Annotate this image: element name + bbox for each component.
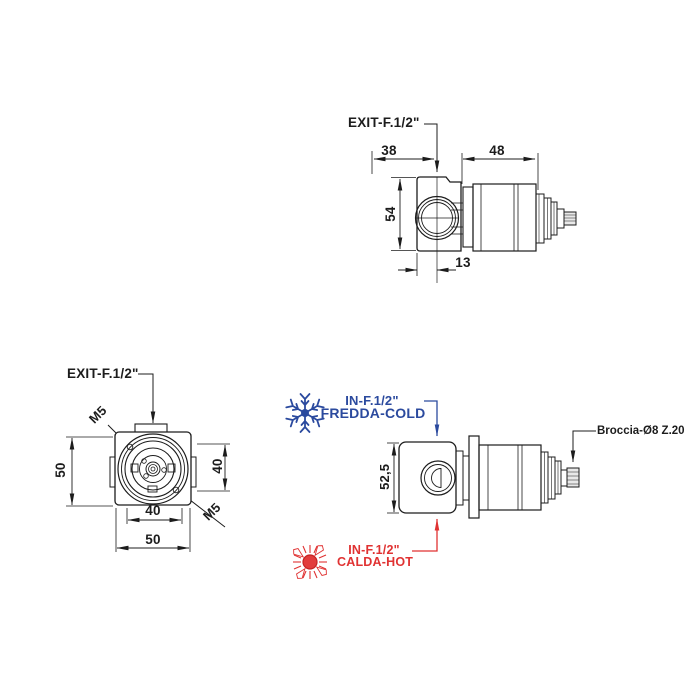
screw-label-bottom: M5 [199, 499, 224, 524]
cold-name-label: FREDDA-COLD [320, 405, 426, 421]
exit-label-top: EXIT-F.1/2" [348, 115, 420, 130]
hot-inlet-label: IN-F.1/2" [348, 543, 400, 557]
splined-shaft [557, 209, 576, 228]
sun-icon [293, 545, 327, 579]
bottom-side-view [286, 394, 596, 579]
exit-leader-top [424, 124, 437, 172]
dim-38-label: 38 [381, 143, 397, 158]
dim-52-5-label: 52,5 [377, 463, 393, 490]
broach-leader [573, 431, 596, 462]
broach-label: Broccia-Ø8 Z.20 [597, 425, 685, 437]
screw-label-top: M5 [85, 402, 110, 427]
dim-50-bottom-label: 50 [145, 532, 161, 547]
cartridge-side2 [479, 445, 561, 510]
cold-inlet-label: IN-F.1/2" [345, 393, 399, 408]
dim-13-label: 13 [455, 255, 471, 270]
valve-body-side2 [399, 436, 479, 518]
exit-leader-front [138, 374, 153, 423]
dimension-50-left [66, 437, 113, 506]
hot-name-label: CALDA-HOT [337, 555, 414, 569]
dim-48-label: 48 [489, 143, 505, 158]
valve-body-side [416, 177, 474, 251]
snowflake-icon [286, 394, 323, 432]
dim-54-label: 54 [382, 206, 398, 222]
valve-body-front [110, 424, 196, 505]
dim-40-bottom-label: 40 [145, 503, 161, 518]
dim-40-right-label: 40 [209, 458, 225, 474]
hot-inlet-leader [412, 519, 437, 551]
cartridge-side [473, 184, 557, 251]
dim-50-left-label: 50 [52, 462, 68, 478]
splined-shaft2 [561, 468, 579, 487]
exit-label-front: EXIT-F.1/2" [67, 366, 139, 381]
